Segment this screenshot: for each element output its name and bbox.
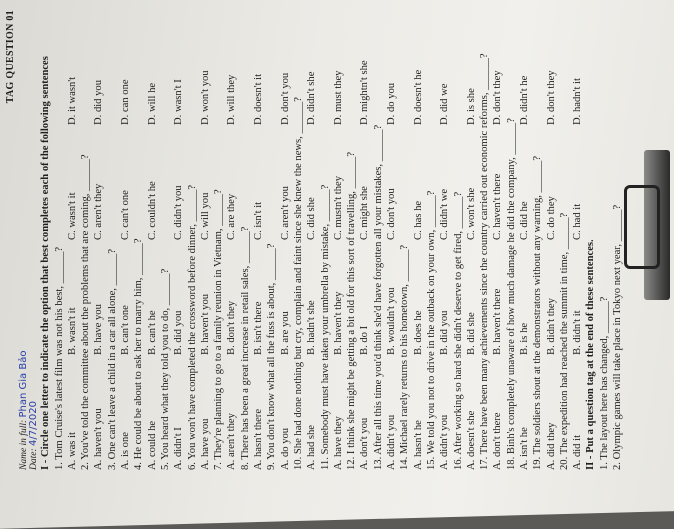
question-text: 8. There has been a great increase in retail sales, ______? [239, 226, 251, 470]
answer-options [545, 10, 558, 470]
answer-options [146, 10, 159, 470]
answer-options [252, 10, 265, 470]
tag-item: 1. The layout here has changed, ______? [598, 296, 610, 470]
question-text: 14. Michael rarely returns to his hometown, ______? [399, 244, 411, 470]
answer-option: A. don't there [492, 412, 504, 470]
answer-option: D. can one [120, 79, 132, 125]
answer-option: C. mustn't they [332, 175, 344, 240]
answer-options [279, 10, 292, 470]
answer-option: A. did they [545, 422, 557, 470]
answer-options [305, 10, 318, 470]
answer-option: A. don't you [359, 417, 371, 470]
question-text: 13. After all this time you'd think she'd have forgotten all your mistakes, ______? [372, 124, 384, 470]
answer-option: A. is one [120, 432, 132, 470]
worksheet [4, 10, 668, 470]
answer-option: B. haven't they [332, 291, 344, 355]
answer-option: A. didn't you [439, 414, 451, 470]
answer-option: C. are they [226, 193, 238, 240]
answer-option: A. didn't you [386, 414, 398, 470]
answer-option: B. did she [465, 312, 477, 355]
answer-option: B. hadn't she [306, 300, 318, 355]
answer-option: B. did you [439, 310, 451, 355]
answer-option: A. doesn't she [465, 410, 477, 470]
answer-option: D. it wasn't [66, 76, 78, 125]
answer-option: D. mightn't she [359, 60, 371, 125]
answer-options [465, 10, 478, 470]
question-text: 15. We told you not to drive in the outback on your own, ______? [425, 190, 437, 470]
answer-options [518, 10, 531, 470]
answer-option: B. didn't they [545, 298, 557, 355]
answer-option: C. aren't they [93, 183, 105, 240]
answer-option: C. won't she [465, 187, 477, 240]
answer-option: C. wasn't it [66, 192, 78, 240]
answer-option: B. don't they [226, 301, 238, 355]
answer-option: C. will you [199, 192, 211, 240]
name-label: Name in full: [19, 419, 30, 470]
answer-option: A. didn't I [173, 427, 185, 470]
question-text: 16. After working so hard she didn't deserve to get fired, ______? [452, 191, 464, 470]
answer-option: A. have you [199, 418, 211, 470]
answer-option: D. didn't he [518, 75, 530, 125]
date-line [27, 401, 41, 470]
answer-option: C. isn't it [253, 201, 265, 240]
question-text: 3. One can't leave a child in a car all alone, ______? [106, 248, 118, 470]
answer-option: A. isn't he [518, 427, 530, 470]
answer-options [438, 10, 451, 470]
question-text: 18. Binh's completely unaware of how much damage he did the company, ______? [505, 118, 517, 470]
answer-option: D. don't you [279, 72, 291, 125]
answer-options [119, 10, 132, 470]
answer-option: D. did we [439, 83, 451, 125]
answer-option: A. have they [332, 416, 344, 470]
answer-option: A. was it [66, 432, 78, 470]
question-text: 17. There have been many achievements since the country carried out economic reforms, ______? [479, 53, 491, 470]
answer-option: B. is he [518, 322, 530, 355]
question-list [53, 10, 585, 470]
answer-options [385, 10, 398, 470]
answer-option: B. do I [359, 325, 371, 355]
answer-option: D. do you [386, 82, 398, 125]
question-text: 7. They're planning to go to a family reunion in Vietnam, ______? [213, 189, 225, 470]
answer-options [172, 10, 185, 470]
answer-option: D. wasn't I [173, 79, 185, 125]
question-text: 9. You don't know what all the fuss is about, ______? [266, 243, 278, 470]
answer-option: C. don't you [386, 188, 398, 240]
question-text: 5. You heard what they told you to do, ______? [159, 268, 171, 470]
answer-option: B. didn't it [572, 310, 584, 355]
answer-option: C. has he [412, 200, 424, 240]
answer-option: C. haven't there [492, 173, 504, 240]
answer-option: C. did she [306, 197, 318, 240]
date-handwriting: 4/7/2020 [28, 401, 40, 446]
answer-option: A. do you [279, 427, 291, 470]
answer-option: D. is she [465, 88, 477, 125]
answer-option: B. isn't there [253, 301, 265, 355]
date-label: Date: [29, 448, 40, 470]
section-2-title: II - Put a question tag at the end of these sentences. [585, 239, 597, 470]
answer-option: B. can't he [146, 310, 158, 355]
answer-option: D. don't they [545, 70, 557, 125]
question-text: 2. You've told the committee about the problems that are coming, ______? [80, 154, 92, 470]
answer-option: D. doesn't it [253, 73, 265, 125]
question-text: 20. The expedition had reached the summit in time, ______? [558, 212, 570, 470]
answer-option: B. wasn't it [66, 307, 78, 355]
answer-options [412, 10, 425, 470]
question-text: 12. I think she might be getting a bit old for this sort of travelling, ______? [346, 151, 358, 470]
answer-option: D. won't you [199, 70, 211, 125]
answer-option: B. have you [93, 304, 105, 355]
answer-option: D. hadn't it [572, 78, 584, 125]
answer-options [332, 10, 345, 470]
answer-option: C. aren't you [279, 186, 291, 240]
question-text: 1. Tom Cruise's latest film was not his best, ______? [53, 246, 65, 470]
answer-option: C. didn't we [439, 188, 451, 240]
answer-option: B. haven't you [199, 293, 211, 355]
answer-option: A. did it [572, 434, 584, 470]
worksheet-title: TAG QUESTION 01 [5, 10, 16, 104]
section-1-title: I - Circle one letter to indicate the option that best completes each of the following sentences [40, 56, 52, 470]
answer-option: C. had it [572, 203, 584, 240]
tag-item: 2. Olympic games will take place in Tokyo next year, ______? [612, 204, 624, 470]
answer-option: A. hasn't he [412, 420, 424, 470]
question-text: 10. She had done nothing but cry, complain and faint since she knew the news, ______? [292, 97, 304, 470]
answer-option: D. must they [332, 70, 344, 125]
answer-option: D. don't they [492, 70, 504, 125]
answer-option: D. will he [146, 82, 158, 125]
answer-option: C. couldn't he [146, 181, 158, 240]
answer-option: B. does he [412, 310, 424, 355]
answer-options [571, 10, 584, 470]
answer-option: A. could he [146, 420, 158, 470]
name-handwriting: Phan Gia Bảo [18, 350, 30, 418]
answer-option: C. do they [545, 196, 557, 240]
question-text: 11. Somebody must have taken your umbrella by mistake, ______? [319, 184, 331, 470]
question-text: 19. The soldiers shout at the demonstrators without any warning, ______? [532, 155, 544, 470]
answer-options [358, 10, 371, 470]
answer-option: B. haven't there [492, 288, 504, 355]
question-text: 4. He could be about to ask her to marry him, ______? [133, 238, 145, 470]
answer-option: D. didn't she [306, 71, 318, 125]
answer-option: B. can't one [120, 305, 132, 355]
answer-option: A. hasn't there [253, 408, 265, 470]
answer-option: C. might she [359, 186, 371, 240]
answer-options [66, 10, 79, 470]
answer-option: D. did you [93, 79, 105, 125]
answer-option: B. are you [279, 311, 291, 355]
answer-options [92, 10, 105, 470]
answer-option: A. haven't you [93, 408, 105, 470]
answer-option: A. aren't they [226, 413, 238, 470]
answer-option: B. did you [173, 310, 185, 355]
answer-option: C. can't one [120, 190, 132, 240]
answer-option: C. didn't you [173, 185, 185, 240]
answer-options [491, 10, 504, 470]
answer-option: C. did he [518, 201, 530, 240]
answer-options [199, 10, 212, 470]
answer-option: A. had she [306, 424, 318, 470]
answer-options [225, 10, 238, 470]
answer-option: D. will they [226, 74, 238, 125]
question-text: 6. You won't have completed the crossword before dinner, ______? [186, 184, 198, 470]
answer-option: D. doesn't he [412, 69, 424, 125]
answer-option: B. wouldn't you [386, 287, 398, 355]
student-info [17, 10, 39, 470]
